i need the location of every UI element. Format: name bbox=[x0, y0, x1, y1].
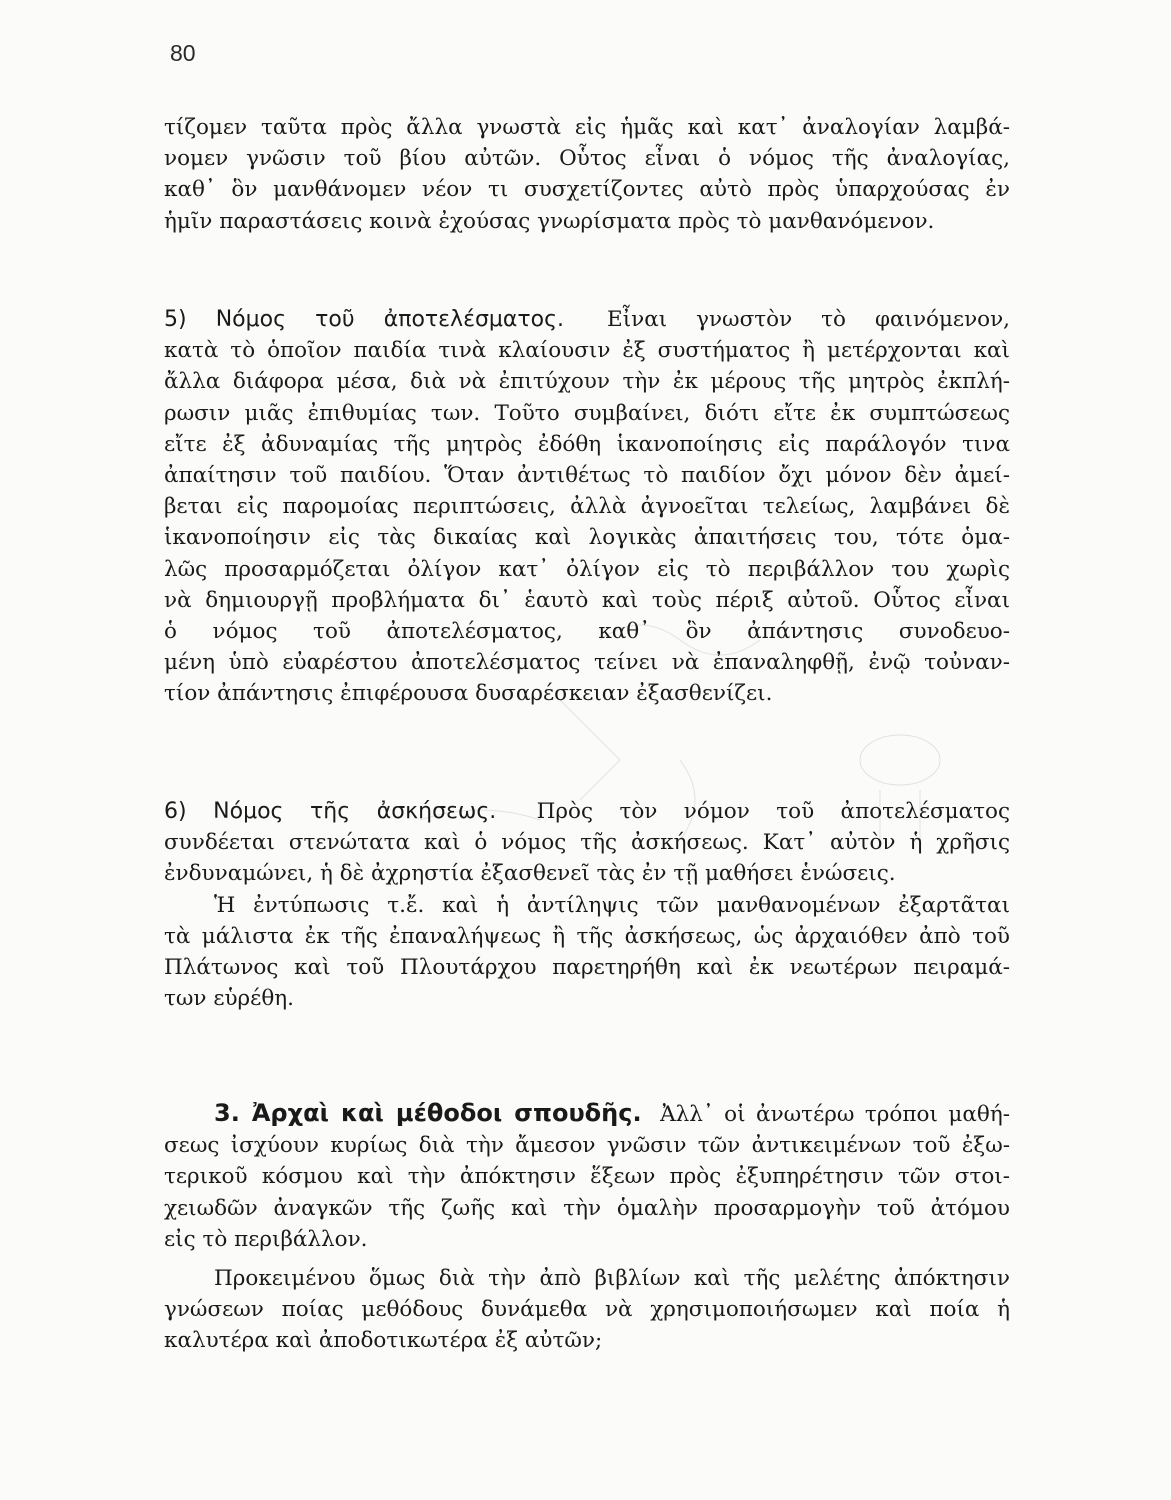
section-heading: 3. Ἀρχαὶ καὶ μέθοδοι σπουδῆς. bbox=[214, 1099, 642, 1127]
text-line: βεται εἰς παρομοίας περιπτώσεις, ἀλλὰ ἀγνοεῖται τελείως, λαμβάνει δὲ bbox=[164, 494, 1010, 520]
text-line: ρωσιν μιᾶς ἐπιθυμίας των. Τοῦτο συμβαίνει, διότι εἴτε ἐκ συμπτώσεως bbox=[164, 400, 1010, 426]
text-line: των εὑρέθη. bbox=[164, 986, 294, 1012]
text-line: τερικοῦ κόσμου καὶ τὴν ἀπόκτησιν ἕξεων πρὸς ἐξυπηρέτησιν τῶν στοι- bbox=[164, 1164, 1010, 1190]
text-line: ἄλλα διάφορα μέσα, διὰ νὰ ἐπιτύχουν τὴν ἐκ μέρους τῆς μητρὸς ἐκπλή- bbox=[164, 369, 1010, 395]
text-line: ἱκανοποίησιν εἰς τὰς δικαίας καὶ λογικὰς ἀπαιτήσεις του, τότε ὁμα- bbox=[164, 525, 1010, 551]
text-line: ἀπαίτησιν τοῦ παιδίου. Ὅταν ἀντιθέτως τὸ παιδίον ὄχι μόνον δὲν ἀμεί- bbox=[164, 463, 1010, 489]
text-line: τὰ μάλιστα ἐκ τῆς ἐπαναλήψεως ἢ τῆς ἀσκήσεως, ὡς ἀρχαιόθεν ἀπὸ τοῦ bbox=[164, 923, 1010, 949]
section-law-of-effect bbox=[164, 304, 1010, 710]
text-line: συνδέεται στενώτατα καὶ ὁ νόμος τῆς ἀσκήσεως. Κατ᾽ αὐτὸν ἡ χρῆσις bbox=[164, 830, 1010, 856]
text-line: ἡμῖν παραστάσεις κοινὰ ἐχούσας γνωρίσματα πρὸς τὸ μανθανόμενον. bbox=[164, 208, 935, 234]
paragraph-analogy bbox=[164, 112, 1010, 237]
text-line: εἰς τὸ περιβάλλον. bbox=[164, 1226, 368, 1252]
text-line: Πλάτωνος καὶ τοῦ Πλουτάρχου παρετηρήθη καὶ ἐκ νεωτέρων πειραμά- bbox=[164, 955, 1010, 981]
section-law-of-exercise bbox=[164, 796, 1010, 1014]
page-number: 80 bbox=[170, 40, 196, 66]
text-line: Ἀλλ᾽ οἱ ἀνωτέρω τρόποι μαθή- bbox=[660, 1102, 1010, 1127]
text-line: γνώσεων ποίας μεθόδους δυνάμεθα νὰ χρησιμοποιήσωμεν καὶ ποία ἡ bbox=[164, 1297, 1010, 1323]
text-line: χειωδῶν ἀναγκῶν τῆς ζωῆς καὶ τὴν ὁμαλὴν προσαρμογὴν τοῦ ἀτόμου bbox=[164, 1195, 1010, 1221]
text-line: τίον ἀπάντησις ἐπιφέρουσα δυσαρέσκειαν ἐξασθενίζει. bbox=[164, 681, 773, 707]
text-line: εἴτε ἐξ ἀδυναμίας τῆς μητρὸς ἐδόθη ἱκανοποίησις εἰς παράλογόν τινα bbox=[164, 431, 1010, 457]
text-line: σεως ἰσχύουν κυρίως διὰ τὴν ἄμεσον γνῶσιν τῶν ἀντικειμένων τοῦ ἐξω- bbox=[164, 1133, 1010, 1159]
text-line: λῶς προσαρμόζεται ὀλίγον κατ᾽ ὀλίγον εἰς τὸ περιβάλλον του χωρὶς bbox=[164, 556, 1010, 582]
section-principles-of-study bbox=[164, 1098, 1010, 1357]
text-line: Ἡ ἐντύπωσις τ.ἔ. καὶ ἡ ἀντίληψις τῶν μανθανομένων ἐξαρτᾶται bbox=[214, 892, 1010, 918]
text-line: ὁ νόμος τοῦ ἀποτελέσματος, καθ᾽ ὃν ἀπάντησις συνοδευο- bbox=[164, 619, 1010, 645]
text-line: καθ᾽ ὃν μανθάνομεν νέον τι συσχετίζοντες αὐτὸ πρὸς ὑπαρχούσας ἐν bbox=[164, 177, 1010, 203]
section-heading: 5) Νόμος τοῦ ἀποτελέσματος. bbox=[164, 307, 565, 332]
section-heading: 6) Νόμος τῆς ἀσκήσεως. bbox=[164, 799, 497, 824]
text-line: Πρὸς τὸν νόμον τοῦ ἀποτελέσματος bbox=[536, 799, 1010, 824]
text-line: κατὰ τὸ ὁποῖον παιδία τινὰ κλαίουσιν ἐξ συστήματος ἢ μετέρχονται καὶ bbox=[164, 338, 1010, 364]
text-line: μένη ὑπὸ εὐαρέστου ἀποτελέσματος τείνει νὰ ἐπαναληφθῇ, ἐνῷ τοὐναν- bbox=[164, 650, 1010, 676]
text-line: τίζομεν ταῦτα πρὸς ἄλλα γνωστὰ εἰς ἡμᾶς καὶ κατ᾽ ἀναλογίαν λαμβά- bbox=[164, 115, 1010, 140]
text-line: νομεν γνῶσιν τοῦ βίου αὐτῶν. Οὗτος εἶναι ὁ νόμος τῆς ἀναλογίας, bbox=[164, 146, 1010, 172]
text-line: Εἶναι γνωστὸν τὸ φαινόμενον, bbox=[607, 307, 1010, 332]
text-line: καλυτέρα καὶ ἀποδοτικωτέρα ἐξ αὐτῶν; bbox=[164, 1328, 603, 1354]
text-line: ἐνδυναμώνει, ἡ δὲ ἀχρηστία ἐξασθενεῖ τὰς ἐν τῇ μαθήσει ἑνώσεις. bbox=[164, 861, 896, 887]
text-line: Προκειμένου ὅμως διὰ τὴν ἀπὸ βιβλίων καὶ τῆς μελέτης ἀπόκτησιν bbox=[214, 1266, 1010, 1292]
text-line: νὰ δημιουργῇ προβλήματα δι᾽ ἑαυτὸ καὶ τοὺς πέριξ αὐτοῦ. Οὗτος εἶναι bbox=[164, 587, 1010, 613]
